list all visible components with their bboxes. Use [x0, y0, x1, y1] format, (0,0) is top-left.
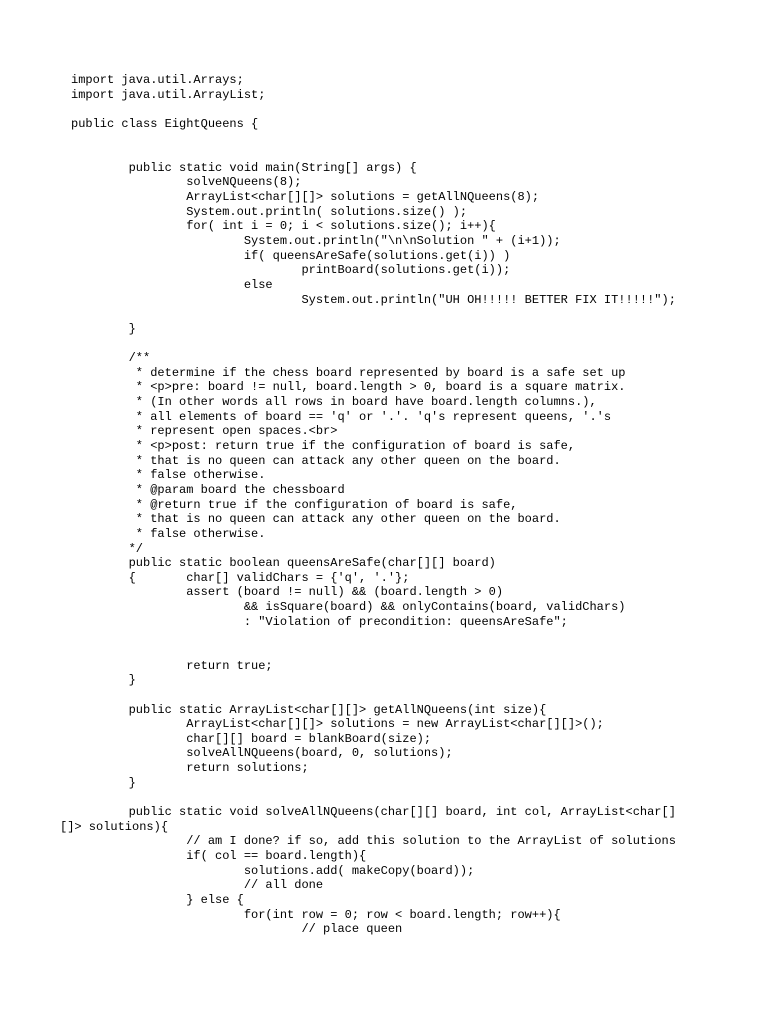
code-line: if( col == board.length){ — [71, 848, 367, 863]
code-line: * <p>pre: board != null, board.length > 0, board is a square matrix. — [71, 380, 626, 395]
code-line: []> solutions){ — [60, 819, 169, 834]
code-line: } — [71, 673, 136, 688]
code-line — [71, 644, 676, 659]
code-line — [71, 307, 676, 322]
code-line: System.out.println("UH OH!!!!! BETTER FIX IT!!!!!"); — [71, 292, 676, 307]
code-line: else — [71, 277, 273, 292]
code-line: solutions.add( makeCopy(board)); — [71, 863, 475, 878]
code-line: } else { — [71, 892, 244, 907]
code-line: public class EightQueens { — [71, 116, 259, 131]
code-line: * @return true if the configuration of board is safe, — [71, 497, 518, 512]
code-line — [71, 629, 676, 644]
code-line: public static void solveAllNQueens(char[][] board, int col, ArrayList<char[] — [71, 805, 676, 820]
code-line: * that is no queen can attack any other queen on the board. — [71, 453, 561, 468]
code-line: return true; — [71, 658, 273, 673]
source-code-listing — [60, 73, 676, 937]
code-line — [71, 146, 676, 161]
code-line: System.out.println( solutions.size() ); — [71, 204, 468, 219]
code-line: { char[] validChars = {'q', '.'}; — [71, 570, 410, 585]
code-line: if( queensAreSafe(solutions.get(i)) ) — [71, 248, 511, 263]
code-line: */ — [71, 541, 144, 556]
code-line: * (In other words all rows in board have board.length columns.), — [71, 395, 597, 410]
code-line — [71, 688, 676, 703]
code-line: /** — [71, 351, 151, 366]
code-line: * false otherwise. — [71, 526, 266, 541]
code-line: // place queen — [71, 922, 403, 937]
code-line — [71, 337, 676, 352]
code-line: assert (board != null) && (board.length > 0) — [71, 585, 504, 600]
code-line — [71, 790, 676, 805]
code-line: solveAllNQueens(board, 0, solutions); — [71, 746, 453, 761]
code-line: * <p>post: return true if the configuration of board is safe, — [71, 439, 576, 454]
code-line — [71, 132, 676, 147]
code-line: import java.util.Arrays; — [71, 73, 244, 87]
code-line: * represent open spaces.<br> — [71, 424, 338, 439]
code-line: ArrayList<char[][]> solutions = new ArrayList<char[][]>(); — [71, 717, 604, 732]
code-line: public static boolean queensAreSafe(char[][] board) — [71, 556, 496, 571]
code-line: for( int i = 0; i < solutions.size(); i++){ — [71, 219, 496, 234]
code-line: && isSquare(board) && onlyContains(board, validChars) — [71, 600, 626, 615]
code-line: * false otherwise. — [71, 468, 266, 483]
code-line: // am I done? if so, add this solution to the ArrayList of solutions — [71, 834, 676, 849]
code-line: } — [71, 321, 136, 336]
code-line: public static ArrayList<char[][]> getAllNQueens(int size){ — [71, 702, 547, 717]
code-line: : "Violation of precondition: queensAreSafe"; — [71, 614, 568, 629]
code-line: ArrayList<char[][]> solutions = getAllNQueens(8); — [71, 190, 540, 205]
code-line: * @param board the chessboard — [71, 482, 345, 497]
code-line: import java.util.ArrayList; — [71, 87, 266, 102]
code-line: System.out.println("\n\nSolution " + (i+1)); — [71, 234, 561, 249]
code-line: * that is no queen can attack any other queen on the board. — [71, 512, 561, 527]
code-line: char[][] board = blankBoard(size); — [71, 731, 432, 746]
code-line: // all done — [71, 878, 324, 893]
code-line: public static void main(String[] args) { — [71, 160, 417, 175]
code-line: for(int row = 0; row < board.length; row++){ — [71, 907, 561, 922]
code-line: * determine if the chess board represented by board is a safe set up — [71, 365, 626, 380]
code-line: solveNQueens(8); — [71, 175, 302, 190]
code-line — [71, 102, 676, 117]
code-line: return solutions; — [71, 761, 309, 776]
code-line: * all elements of board == 'q' or '.'. 'q's represent queens, '.'s — [71, 409, 612, 424]
code-line: printBoard(solutions.get(i)); — [71, 263, 511, 278]
code-line: } — [71, 775, 136, 790]
